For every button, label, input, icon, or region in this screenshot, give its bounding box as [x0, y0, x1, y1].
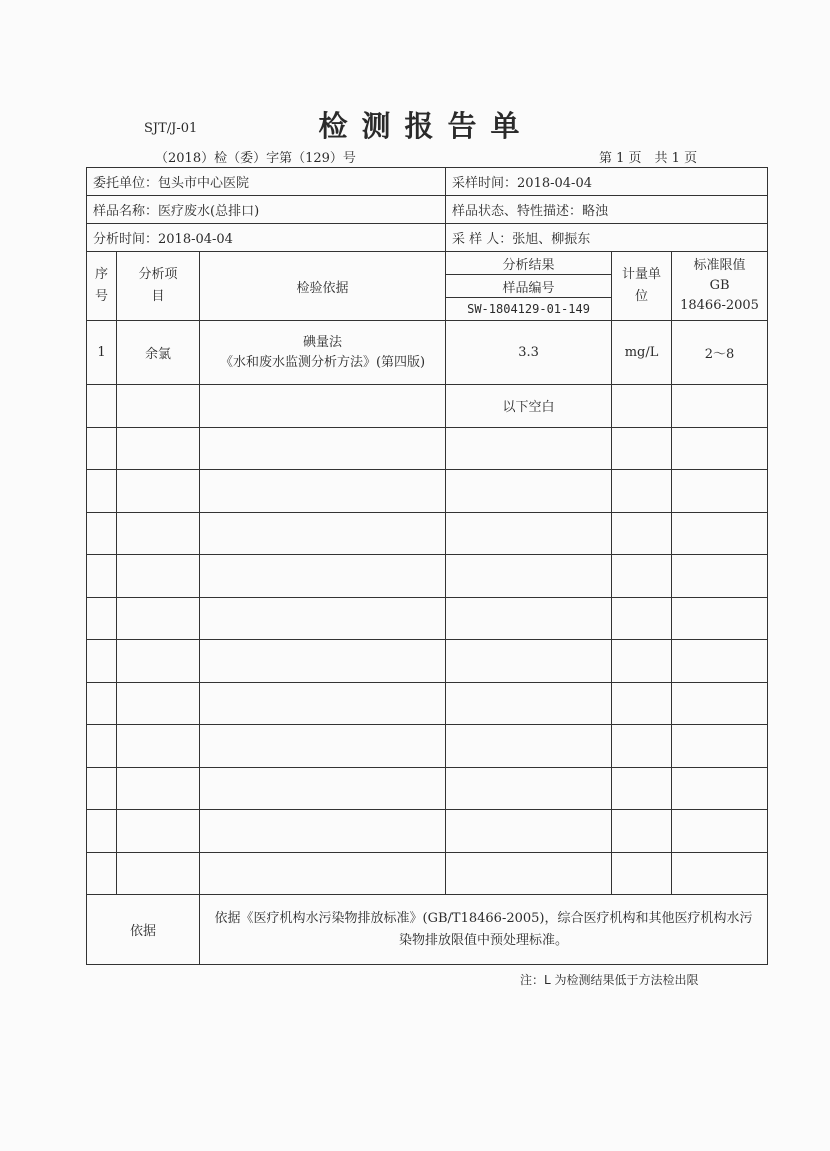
sample-name-cell: 样品名称：医疗废水(总排口): [87, 196, 446, 224]
blank-note: 以下空白: [446, 385, 612, 428]
row-item: 余氯: [117, 321, 200, 385]
report-number: （2018）检（委）字第（129）号: [155, 151, 356, 166]
report-title: 检测报告单: [318, 109, 534, 143]
sampling-time-cell: 采样时间：2018-04-04: [446, 168, 768, 196]
method-source: 《水和废水监测分析方法》(第四版): [219, 354, 426, 370]
table-row: [87, 321, 768, 385]
basis-label: 依据: [87, 895, 200, 965]
method-name: 碘量法: [303, 334, 343, 350]
table-row: [87, 640, 768, 683]
standard-number: 18466-2005: [680, 298, 759, 313]
col-header-unit: 计量单位: [612, 252, 672, 321]
row-result: 3.3: [446, 321, 612, 385]
sample-state-cell: 样品状态、特性描述：略浊: [446, 196, 768, 224]
sampler-cell: 采 样 人：张旭、柳振东: [446, 224, 768, 252]
standard-title: 标准限值: [693, 258, 746, 273]
row-limit: 2～8: [672, 321, 768, 385]
sample-number: SW-1804129-01-149: [446, 298, 612, 321]
client-cell: 委托单位：包头市中心医院: [87, 168, 446, 196]
table-row: [87, 470, 768, 513]
page-info: 第 1 页 共 1 页: [599, 151, 698, 166]
table-row: [87, 852, 768, 895]
table-row: [87, 597, 768, 640]
table-row: [87, 385, 768, 428]
col-header-standard: [672, 252, 768, 321]
row-seq: 1: [87, 321, 117, 385]
document-code: SJT/J-01: [144, 121, 198, 136]
footnote: 注：L 为检测结果低于方法检出限: [520, 973, 699, 987]
row-unit: mg/L: [612, 321, 672, 385]
table-row: [87, 767, 768, 810]
col-header-result: 分析结果: [446, 252, 612, 275]
table-row: [87, 555, 768, 598]
col-header-seq: 序号: [87, 252, 117, 321]
table-row: [87, 512, 768, 555]
col-header-sample-no: 样品编号: [446, 275, 612, 298]
table-row: [87, 682, 768, 725]
table-row: [87, 810, 768, 853]
basis-text: 依据《医疗机构水污染物排放标准》(GB/T18466-2005)，综合医疗机构和其他医疗机构水污染物排放限值中预处理标准。: [200, 895, 768, 965]
standard-code: GB: [709, 278, 730, 293]
table-row: [87, 427, 768, 470]
report-table: [86, 167, 768, 965]
col-header-basis: 检验依据: [200, 252, 446, 321]
row-method: [200, 321, 446, 385]
col-header-item: 分析项目: [117, 252, 200, 321]
analysis-time-cell: 分析时间：2018-04-04: [87, 224, 446, 252]
table-row: [87, 725, 768, 768]
